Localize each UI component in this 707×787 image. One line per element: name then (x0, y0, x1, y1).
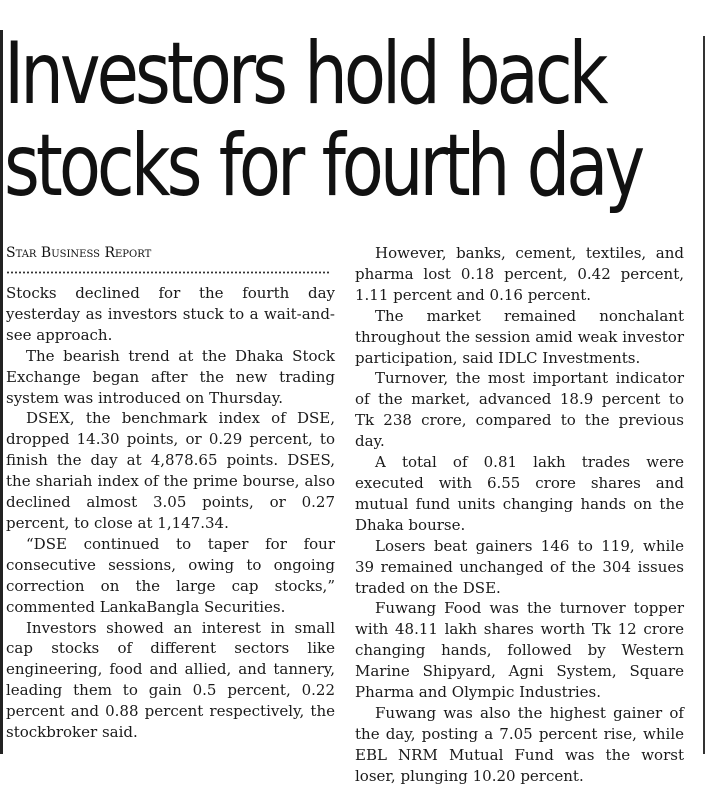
paragraph: “DSE continued to taper for four consecutive sessions, owing to ongoing correction on the large cap stocks,” commented LankaBangla Securities. (6, 534, 335, 616)
paragraph: The market remained nonchalant throughout the session amid weak investor participation, said IDLC Investments. (355, 306, 684, 367)
byline: Star Business Report (6, 245, 152, 261)
headline-line-2: stocks for fourth day (4, 116, 642, 216)
dotted-separator (6, 271, 330, 274)
paragraph: However, banks, cement, textiles, and pharma lost 0.18 percent, 0.42 percent, 1.11 percent and 0.16 percent. (355, 244, 684, 304)
paragraph: Turnover, the most important indicator of the market, advanced 18.9 percent to Tk 238 crore, compared to the previous day. (355, 369, 684, 451)
paragraph: Stocks declined for the fourth day yesterday as investors stuck to a wait-and-see approach. (6, 284, 335, 344)
article-column-left (6, 243, 335, 743)
headline-line-1: Investors hold back (4, 24, 605, 124)
paragraph: A total of 0.81 lakh trades were executed with 6.55 crore shares and mutual fund units changing hands on the Dhaka bourse. (355, 453, 684, 534)
paragraph: The bearish trend at the Dhaka Stock Exchange began after the new trading system was introduced on Thursday. (6, 346, 335, 407)
paragraph: DSEX, the benchmark index of DSE, dropped 14.30 points, or 0.29 percent, to finish the day at 4,878.65 points. DSES, the shariah index of the prime bourse, also declined almost 3.05 points, or 0.27 percent, to close at 1,147.34. (6, 409, 335, 532)
paragraph: Fuwang Food was the turnover topper with 48.11 lakh shares worth Tk 12 crore changing hands, followed by Western Marine Shipyard, Agni System, Square Pharma and Olympic Industries. (355, 599, 684, 702)
paragraph: Losers beat gainers 146 to 119, while 39 remained unchanged of the 304 issues traded on the DSE. (355, 536, 684, 597)
paragraph: Investors showed an interest in small cap stocks of different sectors like engineering, food and allied, and tannery, leading them to gain 0.5 percent, 0.22 percent and 0.88 percent respectively, the stockbroker said. (6, 618, 335, 742)
left-page-edge (0, 30, 3, 754)
paragraph: Fuwang was also the highest gainer of the day, posting a 7.05 percent rise, while EBL NRM Mutual Fund was the worst loser, plunging 10.20 percent. (355, 703, 684, 785)
headline (4, 24, 642, 216)
column-rule-right (703, 36, 705, 754)
article-column-right (355, 243, 684, 787)
